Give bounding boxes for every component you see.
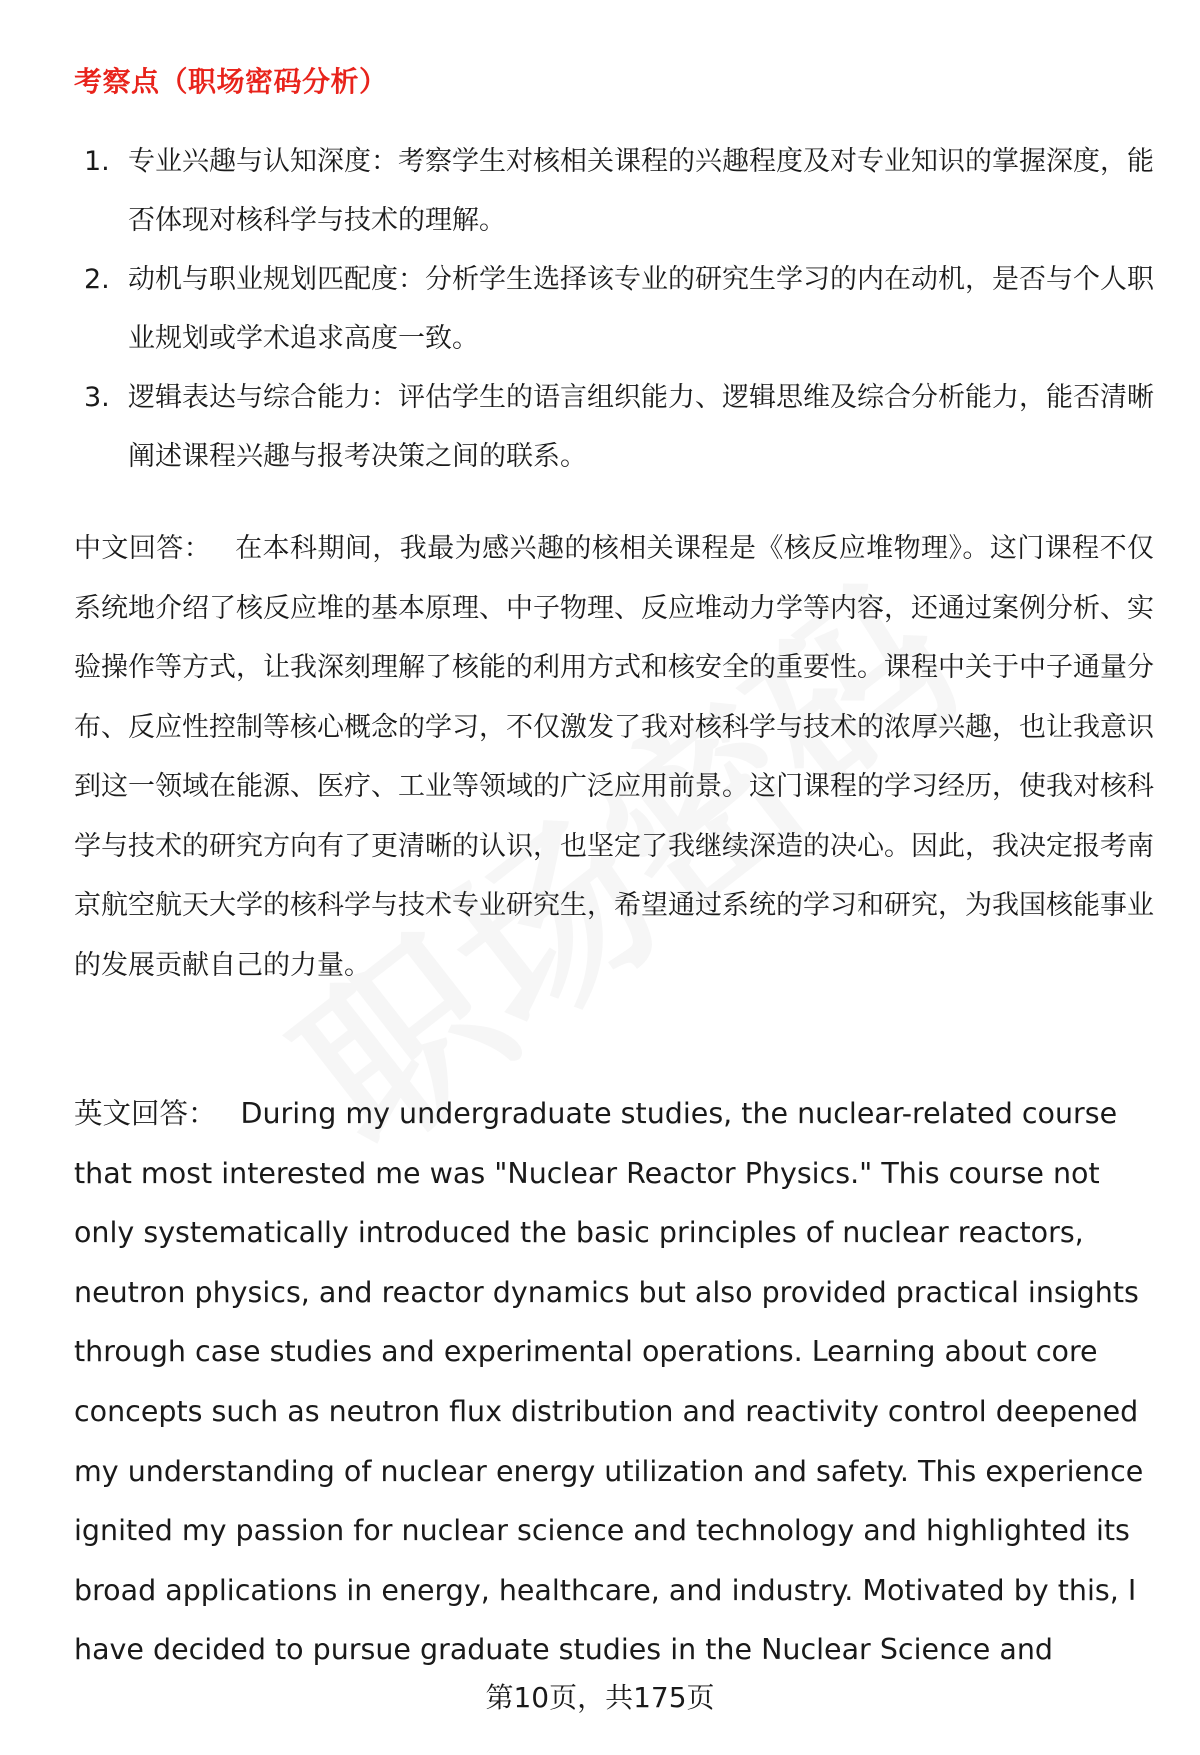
list-item-number: 2. — [84, 264, 110, 295]
section-heading: 考察点（职场密码分析） — [74, 65, 388, 98]
list-item-number: 3. — [84, 382, 110, 413]
chinese-answer-label: 中文回答： — [74, 533, 212, 564]
list-item — [74, 132, 1154, 250]
english-answer-paragraph — [74, 1084, 1154, 1680]
list-item-text: 动机与职业规划匹配度：分析学生选择该专业的研究生学习的内在动机，是否与个人职业规划或学术追求高度一致。 — [128, 264, 1154, 354]
english-answer-text: During my undergraduate studies, the nuclear-related course that most interested me was "Nuclear Reactor Physics." This course not only systematically introduced the basic principles of nuclear reactors, neutron physics, and reactor dynamics but also provided practical insights through case studies and experimental operations. Learning about core concepts such as neutron flux distribution and reactivity control deepened my understanding of nuclear energy utilization and safety. This experience ignited my passion for nuclear science and technology and highlighted its broad applications in energy, healthcare, and industry. Motivated by this, I have decided to pursue graduate studies in the Nuclear Science and — [74, 1097, 1144, 1667]
page-number-footer: 第10页，共175页 — [485, 1681, 715, 1714]
chinese-answer-text: 在本科期间，我最为感兴趣的核相关课程是《核反应堆物理》。这门课程不仅系统地介绍了核反应堆的基本原理、中子物理、反应堆动力学等内容，还通过案例分析、实验操作等方式，让我深刻理解了核能的利用方式和核安全的重要性。课程中关于中子通量分布、反应性控制等核心概念的学习，不仅激发了我对核科学与技术的浓厚兴趣，也让我意识到这一领域在能源、医疗、工业等领域的广泛应用前景。这门课程的学习经历，使我对核科学与技术的研究方向有了更清晰的认识，也坚定了我继续深造的决心。因此，我决定报考南京航空航天大学的核科学与技术专业研究生，希望通过系统的学习和研究，为我国核能事业的发展贡献自己的力量。 — [74, 533, 1154, 981]
list-item-text: 专业兴趣与认知深度：考察学生对核相关课程的兴趣程度及对专业知识的掌握深度，能否体现对核科学与技术的理解。 — [128, 146, 1154, 236]
english-answer-label: 英文回答： — [74, 1097, 217, 1130]
list-item-text: 逻辑表达与综合能力：评估学生的语言组织能力、逻辑思维及综合分析能力，能否清晰阐述课程兴趣与报考决策之间的联系。 — [128, 382, 1154, 472]
list-item-number: 1. — [84, 146, 110, 177]
list-item — [74, 250, 1154, 368]
list-item — [74, 368, 1154, 486]
chinese-answer-paragraph — [74, 519, 1154, 995]
assessment-points-list — [74, 132, 1154, 486]
